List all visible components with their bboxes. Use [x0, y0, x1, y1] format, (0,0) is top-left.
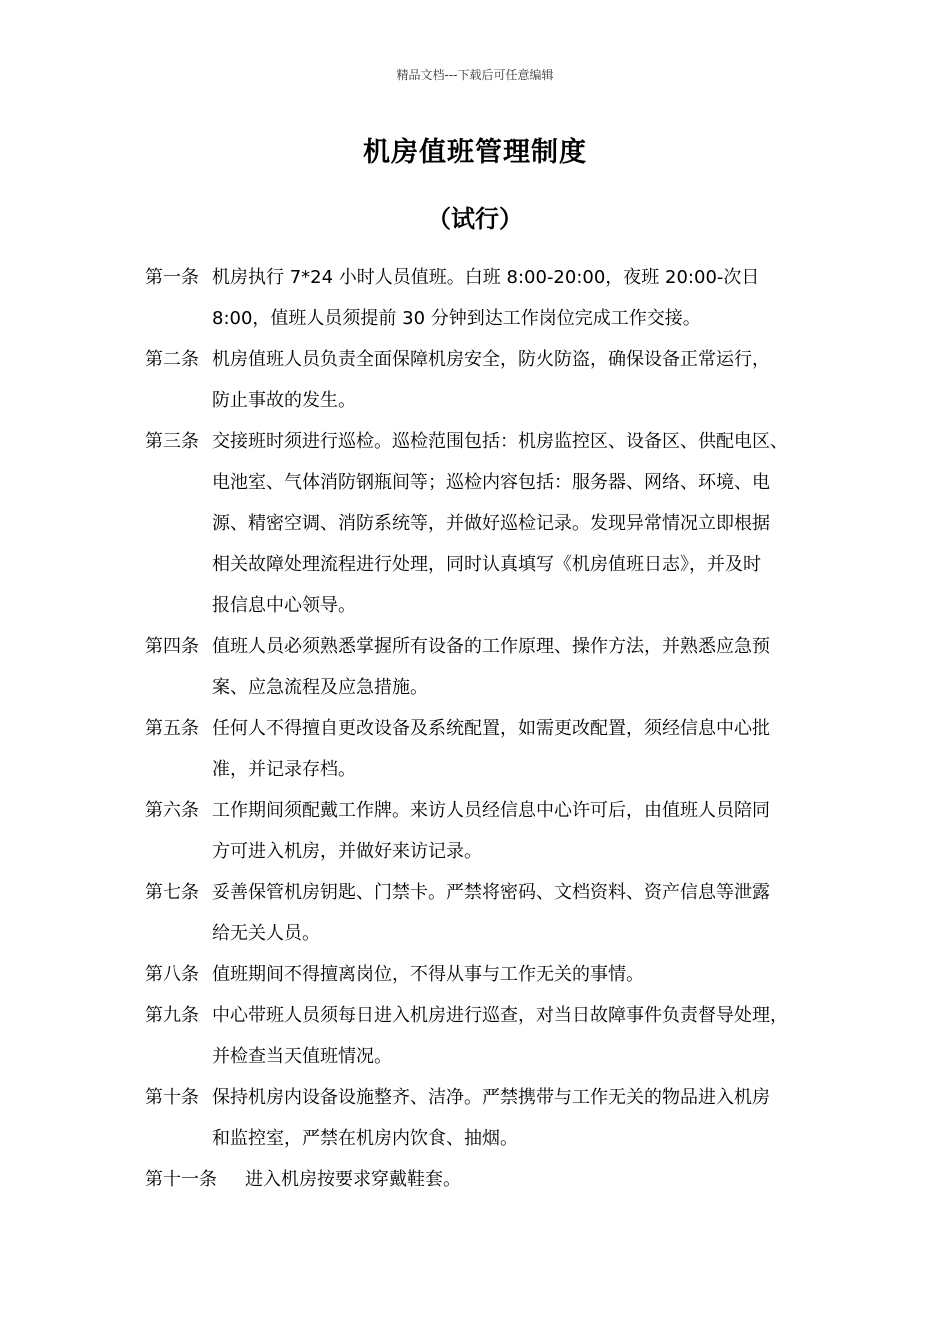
article-text: 妥善保管机房钥匙、门禁卡。严禁将密码、文档资料、资产信息等泄露 给无关人员。 — [212, 882, 770, 944]
article-text: 机房执行 7*24 小时人员值班。白班 8:00-20:00，夜班 20:00-次日 8:00，值班人员须提前 30 分钟到达工作岗位完成工作交接。 — [212, 267, 760, 329]
article-number: 第十条 — [145, 1087, 199, 1108]
article-text: 中心带班人员须每日进入机房进行巡查，对当日故障事件负责督导处理， 并检查当天值班情况。 — [212, 1005, 788, 1067]
article-9 — [145, 995, 825, 1077]
article-list — [145, 257, 825, 1200]
document-title: 机房值班管理制度 — [363, 137, 587, 168]
article-text: 进入机房按要求穿戴鞋套。 — [245, 1169, 461, 1190]
article-number: 第九条 — [145, 1005, 199, 1026]
article-6 — [145, 790, 825, 872]
article-text: 保持机房内设备设施整齐、洁净。严禁携带与工作无关的物品进入机房 和监控室，严禁在机房内饮食、抽烟。 — [212, 1087, 770, 1149]
article-number: 第五条 — [145, 718, 199, 739]
article-number: 第一条 — [145, 267, 199, 288]
article-number: 第三条 — [145, 431, 199, 452]
article-3 — [145, 421, 825, 626]
article-text: 值班人员必须熟悉掌握所有设备的工作原理、操作方法，并熟悉应急预 案、应急流程及应急措施。 — [212, 636, 770, 698]
article-number: 第八条 — [145, 964, 199, 985]
article-number: 第六条 — [145, 800, 199, 821]
article-number: 第二条 — [145, 349, 199, 370]
article-7 — [145, 872, 825, 954]
article-8 — [145, 954, 825, 995]
article-number: 第十一条 — [145, 1169, 217, 1190]
article-text: 交接班时须进行巡检。巡检范围包括：机房监控区、设备区、供配电区、 电池室、气体消防钢瓶间等；巡检内容包括：服务器、网络、环境、电 源、精密空调、消防系统等，并做好巡检记录。发现异常情况立即根据 相关故障处理流程进行处理，同时认真填写《机房值班日志》，并及时 报信息中心领导。 — [212, 431, 788, 616]
article-11 — [145, 1159, 825, 1200]
header-note: 精品文档---下载后可任意编辑 — [396, 68, 554, 82]
article-5 — [145, 708, 825, 790]
article-text: 机房值班人员负责全面保障机房安全，防火防盗，确保设备正常运行， 防止事故的发生。 — [212, 349, 770, 411]
article-2 — [145, 339, 825, 421]
article-text: 任何人不得擅自更改设备及系统配置，如需更改配置，须经信息中心批 准，并记录存档。 — [212, 718, 770, 780]
article-text: 工作期间须配戴工作牌。来访人员经信息中心许可后，由值班人员陪同 方可进入机房，并做好来访记录。 — [212, 800, 770, 862]
article-number: 第四条 — [145, 636, 199, 657]
article-1 — [145, 257, 825, 339]
article-text: 值班期间不得擅离岗位，不得从事与工作无关的事情。 — [212, 964, 644, 985]
article-10 — [145, 1077, 825, 1159]
article-4 — [145, 626, 825, 708]
article-number: 第七条 — [145, 882, 199, 903]
document-subtitle: （试行） — [427, 205, 523, 233]
